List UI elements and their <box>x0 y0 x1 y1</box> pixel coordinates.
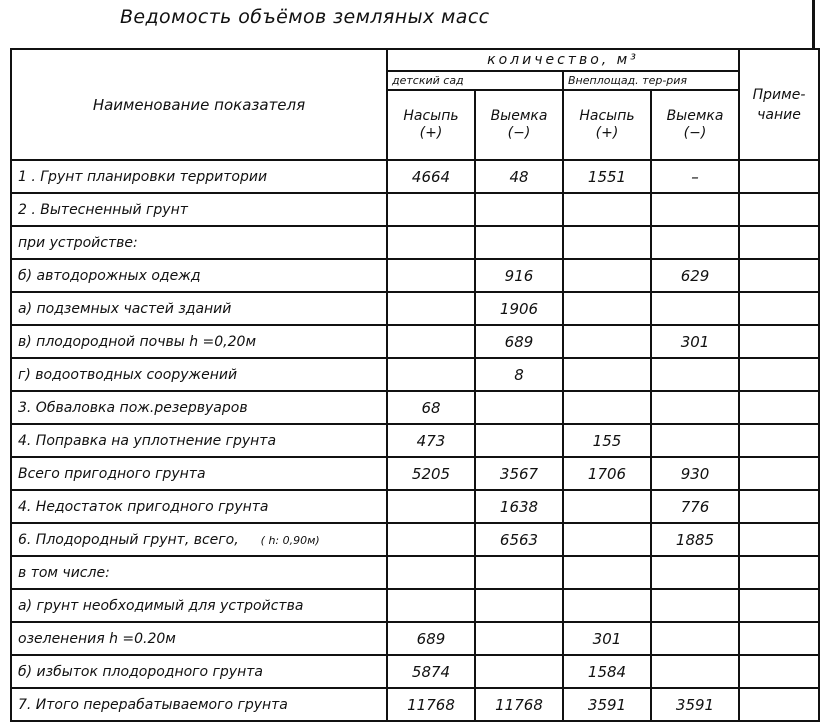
row-name <box>11 523 387 556</box>
cut-label: Выемка <box>490 108 548 124</box>
row-value: 473 <box>387 424 475 457</box>
row-name <box>11 622 387 655</box>
row-name-text: при устройстве: <box>18 234 138 251</box>
row-value <box>475 193 563 226</box>
row-value: 11768 <box>475 688 563 721</box>
row-name <box>11 490 387 523</box>
row-value: 301 <box>651 325 739 358</box>
row-value <box>651 424 739 457</box>
row-name <box>11 193 387 226</box>
row-name <box>11 292 387 325</box>
row-value: 5874 <box>387 655 475 688</box>
row-name <box>11 226 387 259</box>
row-value: 3567 <box>475 457 563 490</box>
row-value <box>475 391 563 424</box>
header-group-kindergarten: детский сад <box>387 71 563 90</box>
row-value: 11768 <box>387 688 475 721</box>
table-row <box>11 523 819 556</box>
table-row <box>11 391 819 424</box>
fill-label: Насыпь <box>403 108 459 124</box>
row-value: 8 <box>475 358 563 391</box>
row-name-text: 6. Плодородный грунт, всего, <box>18 531 239 548</box>
table-row <box>11 655 819 688</box>
row-value <box>387 226 475 259</box>
row-value <box>475 622 563 655</box>
row-value <box>563 193 651 226</box>
row-note <box>739 292 819 325</box>
cut-label: Выемка <box>666 108 724 124</box>
table-row <box>11 457 819 490</box>
header-fill-1 <box>387 90 475 160</box>
row-value: 689 <box>475 325 563 358</box>
row-value <box>475 226 563 259</box>
row-value: 1584 <box>563 655 651 688</box>
row-name-text: 4. Недостаток пригодного грунта <box>18 498 269 515</box>
frame-border <box>812 0 815 48</box>
table-row <box>11 688 819 721</box>
table-row <box>11 556 819 589</box>
row-value <box>563 259 651 292</box>
header-name: Наименование показателя <box>11 49 387 160</box>
row-value <box>651 655 739 688</box>
table-row <box>11 424 819 457</box>
row-name-text: в) плодородной почвы h =0,20м <box>18 333 257 350</box>
row-note <box>739 259 819 292</box>
row-value <box>651 193 739 226</box>
row-note <box>739 655 819 688</box>
row-value <box>651 556 739 589</box>
header-note-line1: Приме- <box>752 86 806 103</box>
table-row <box>11 589 819 622</box>
row-value <box>387 556 475 589</box>
row-name <box>11 259 387 292</box>
row-name <box>11 589 387 622</box>
row-value <box>387 589 475 622</box>
row-value: 916 <box>475 259 563 292</box>
row-value: 155 <box>563 424 651 457</box>
row-name <box>11 424 387 457</box>
table-row <box>11 160 819 193</box>
row-value: 4664 <box>387 160 475 193</box>
row-note <box>739 391 819 424</box>
row-name-text: а) грунт необходимый для устройства <box>18 597 304 614</box>
row-value <box>563 358 651 391</box>
row-note <box>739 358 819 391</box>
table-row <box>11 358 819 391</box>
row-name-text: 2 . Вытесненный грунт <box>18 201 188 218</box>
header-row-1 <box>11 49 819 71</box>
row-value: 776 <box>651 490 739 523</box>
plus-sign: (+) <box>595 125 619 141</box>
table-row <box>11 226 819 259</box>
document-title: Ведомость объёмов земляных масс <box>120 6 490 28</box>
row-value: 1906 <box>475 292 563 325</box>
row-value <box>387 193 475 226</box>
row-value <box>651 589 739 622</box>
row-name-extra: ( h: 0,90м) <box>260 533 320 547</box>
row-value <box>387 358 475 391</box>
row-note <box>739 226 819 259</box>
row-value <box>563 325 651 358</box>
row-name-text: а) подземных частей зданий <box>18 300 232 317</box>
earthworks-table <box>10 48 820 722</box>
plus-sign: (+) <box>419 125 443 141</box>
row-value <box>563 523 651 556</box>
row-value <box>387 325 475 358</box>
header-cut-2 <box>651 90 739 160</box>
row-name-text: 4. Поправка на уплотнение грунта <box>18 432 277 449</box>
row-value <box>563 292 651 325</box>
row-value: 1551 <box>563 160 651 193</box>
row-value <box>651 226 739 259</box>
row-name <box>11 655 387 688</box>
row-name <box>11 325 387 358</box>
row-value <box>387 523 475 556</box>
row-name <box>11 457 387 490</box>
header-cut-1 <box>475 90 563 160</box>
row-value <box>387 259 475 292</box>
row-value: 301 <box>563 622 651 655</box>
row-value <box>475 556 563 589</box>
table-row <box>11 259 819 292</box>
row-value: 629 <box>651 259 739 292</box>
row-value <box>563 556 651 589</box>
row-note <box>739 589 819 622</box>
row-value: 1638 <box>475 490 563 523</box>
row-note <box>739 688 819 721</box>
row-name <box>11 556 387 589</box>
row-value <box>563 490 651 523</box>
row-value <box>651 391 739 424</box>
header-note <box>739 49 819 160</box>
row-name-text: б) избыток плодородного грунта <box>18 663 263 680</box>
row-value: 1885 <box>651 523 739 556</box>
row-note <box>739 424 819 457</box>
minus-sign: (−) <box>683 125 707 141</box>
row-value: 68 <box>387 391 475 424</box>
row-note <box>739 160 819 193</box>
row-value: 48 <box>475 160 563 193</box>
row-name-text: 1 . Грунт планировки территории <box>18 168 268 185</box>
row-note <box>739 523 819 556</box>
row-value: 3591 <box>563 688 651 721</box>
row-name-text: г) водоотводных сооружений <box>18 366 238 383</box>
row-value <box>387 292 475 325</box>
table-row <box>11 325 819 358</box>
row-value: – <box>651 160 739 193</box>
row-note <box>739 325 819 358</box>
table-row <box>11 490 819 523</box>
row-name-text: 7. Итого перерабатываемого грунта <box>18 696 288 713</box>
row-name <box>11 358 387 391</box>
row-value <box>563 589 651 622</box>
row-value: 1706 <box>563 457 651 490</box>
row-value <box>651 358 739 391</box>
minus-sign: (−) <box>507 125 531 141</box>
row-name <box>11 391 387 424</box>
table-row <box>11 193 819 226</box>
row-value <box>563 226 651 259</box>
row-note <box>739 490 819 523</box>
row-value <box>651 622 739 655</box>
row-value: 3591 <box>651 688 739 721</box>
fill-label: Насыпь <box>579 108 635 124</box>
row-note <box>739 457 819 490</box>
table-row <box>11 292 819 325</box>
row-name <box>11 688 387 721</box>
row-value <box>475 424 563 457</box>
header-note-line2: чание <box>757 106 801 123</box>
row-name-text: в том числе: <box>18 564 110 581</box>
row-value: 930 <box>651 457 739 490</box>
row-value <box>563 391 651 424</box>
header-group-offsite: Внеплощад. тер-рия <box>563 71 739 90</box>
row-value <box>475 655 563 688</box>
row-note <box>739 622 819 655</box>
table-row <box>11 622 819 655</box>
row-note <box>739 556 819 589</box>
row-value: 689 <box>387 622 475 655</box>
header-quantity: количество, м³ <box>387 49 739 71</box>
row-value <box>475 589 563 622</box>
row-name <box>11 160 387 193</box>
row-value: 6563 <box>475 523 563 556</box>
header-fill-2 <box>563 90 651 160</box>
row-value <box>651 292 739 325</box>
row-name-text: б) автодорожных одежд <box>18 267 201 284</box>
row-name-text: Всего пригодного грунта <box>18 465 206 482</box>
row-name-text: озеленения h =0.20м <box>18 630 176 647</box>
row-note <box>739 193 819 226</box>
row-name-text: 3. Обваловка пож.резервуаров <box>18 399 248 416</box>
row-value <box>387 490 475 523</box>
row-value: 5205 <box>387 457 475 490</box>
